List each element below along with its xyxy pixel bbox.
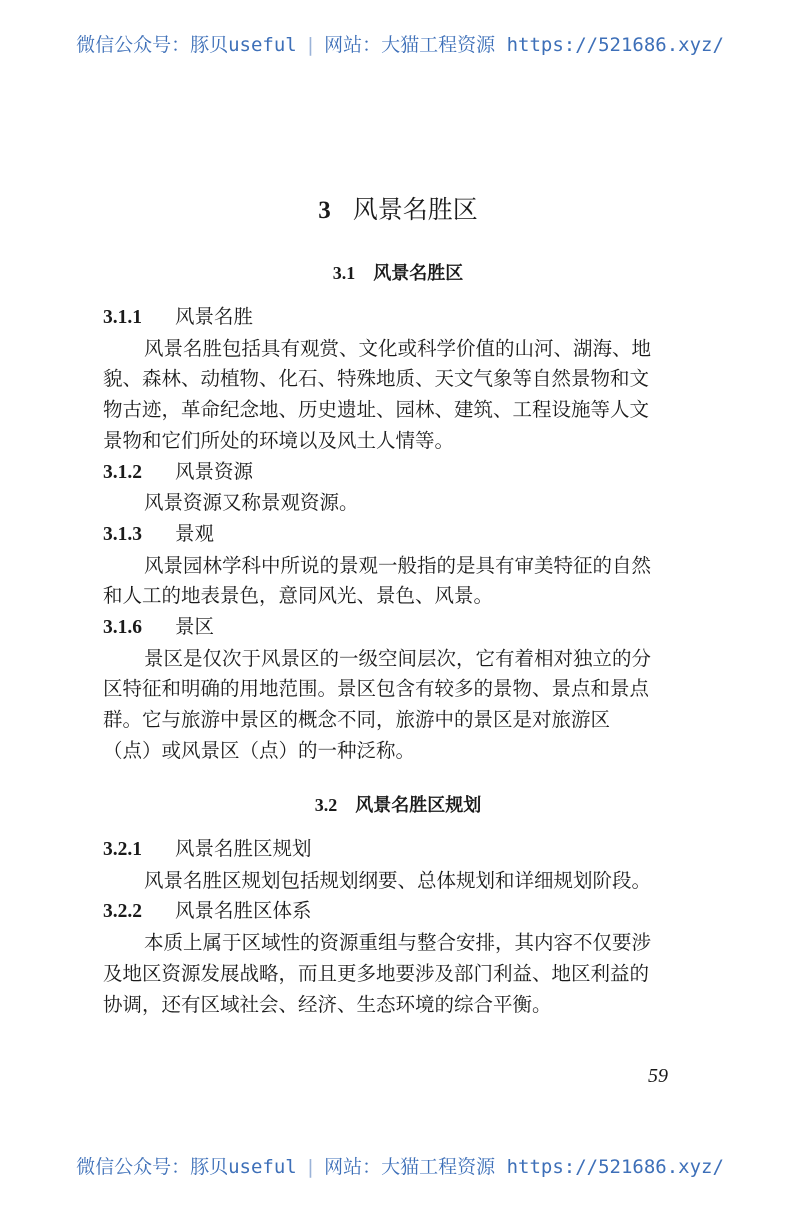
section-title: 风景名胜区 xyxy=(373,263,464,284)
watermark-right: 网站：大猫工程资源 https://521686.xyz/ xyxy=(324,34,724,56)
watermark-header xyxy=(0,30,800,57)
entry xyxy=(103,302,693,767)
entry-term xyxy=(103,834,693,866)
entry-text-line: 貌、森林、动植物、化石、特殊地质、天文气象等自然景物和文 xyxy=(103,367,650,391)
entry-text-line: 风景资源又称景观资源。 xyxy=(144,491,359,515)
entry-text-line: 群。它与旅游中景区的概念不同，旅游中的景区是对旅游区 xyxy=(103,708,611,732)
chapter-title xyxy=(103,190,693,226)
section-heading xyxy=(103,259,693,285)
watermark-left: 微信公众号：豚贝useful xyxy=(76,34,297,56)
section-heading xyxy=(103,791,693,817)
entry-term xyxy=(103,457,693,489)
entry-text-line: 协调，还有区域社会、经济、生态环境的综合平衡。 xyxy=(103,992,552,1016)
entry-number: 3.1.1 xyxy=(103,307,142,328)
entry-term xyxy=(103,519,693,551)
entry-term-text: 风景名胜 xyxy=(175,305,254,328)
entry-number: 3.2.2 xyxy=(103,901,142,923)
entry-text-line: 风景名胜区规划包括规划纲要、总体规划和详细规划阶段。 xyxy=(144,868,652,892)
entry-term xyxy=(103,896,693,928)
entry-text-line: 景物和它们所处的环境以及风土人情等。 xyxy=(103,428,455,452)
entry-number: 3.2.1 xyxy=(103,839,142,860)
entry-term xyxy=(103,612,693,644)
section-number: 3.1 xyxy=(332,263,356,283)
entry-text-line: 及地区资源发展战略，而且更多地要涉及部门利益、地区利益的 xyxy=(103,961,650,985)
watermark-separator: | xyxy=(304,1156,317,1178)
entry-text-line: 风景园林学科中所说的景观一般指的是具有审美特征的自然 xyxy=(144,553,652,577)
watermark-left: 微信公众号：豚贝useful xyxy=(76,1156,297,1178)
chapter-number: 3 xyxy=(318,197,331,224)
entry-text-line: 景区是仅次于风景区的一级空间层次，它有着相对独立的分 xyxy=(144,646,652,670)
entry-number: 3.1.2 xyxy=(103,461,142,483)
entry-term-text: 景观 xyxy=(175,521,215,545)
watermark-right: 网站：大猫工程资源 https://521686.xyz/ xyxy=(324,1156,724,1178)
entry-term-text: 景区 xyxy=(175,615,215,639)
entry-text-line: 区特征和明确的用地范围。景区包含有较多的景物、景点和景点 xyxy=(103,677,650,701)
entry xyxy=(103,834,693,1020)
entry-term-text: 风景名胜区规划 xyxy=(175,837,312,860)
watermark-footer xyxy=(0,1152,800,1179)
entry-number: 3.1.3 xyxy=(103,523,142,545)
entry-text-line: 风景名胜包括具有观赏、文化或科学价值的山河、湖海、地 xyxy=(144,336,652,360)
entry-term xyxy=(103,302,693,334)
section-number: 3.2 xyxy=(314,795,338,815)
entry-term-text: 风景资源 xyxy=(175,459,254,483)
entry-text-line: 物古迹，革命纪念地、历史遗址、园林、建筑、工程设施等人文 xyxy=(103,398,650,422)
page-number: 59 xyxy=(648,1065,668,1087)
entry-term-text: 风景名胜区体系 xyxy=(175,899,312,923)
watermark-separator: | xyxy=(304,34,317,56)
chapter-title-text: 风景名胜区 xyxy=(352,195,478,224)
entry-text-line: 本质上属于区域性的资源重组与整合安排，其内容不仅要涉 xyxy=(144,931,652,955)
section-title: 风景名胜区规划 xyxy=(355,795,482,816)
entry-text-line: 和人工的地表景色，意同风光、景色、风景。 xyxy=(103,584,494,608)
entry-text-line: （点）或风景区（点）的一种泛称。 xyxy=(103,738,416,762)
entry-number: 3.1.6 xyxy=(103,617,142,639)
